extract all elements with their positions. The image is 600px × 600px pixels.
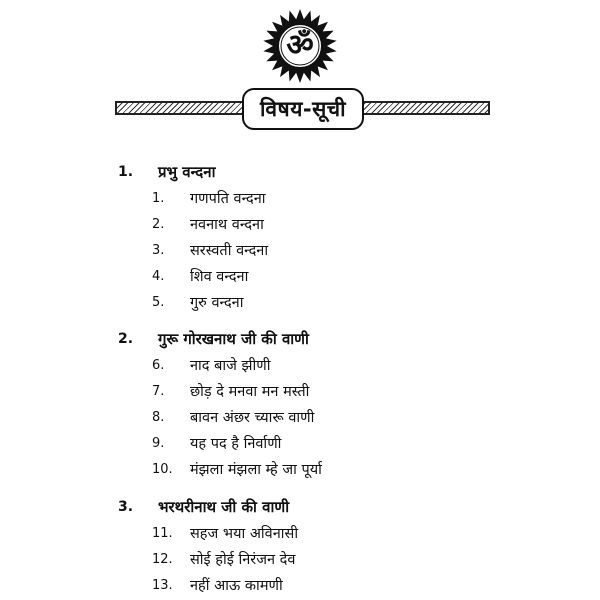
item-text: बावन अंछर च्यारू वाणी: [190, 410, 315, 426]
left-hatched-bar: [115, 101, 247, 115]
item-text: शिव वन्दना: [190, 269, 249, 285]
om-symbol: ॐ: [286, 28, 314, 63]
item-text: छोड़ दे मनवा मन मस्ती: [190, 384, 310, 400]
item-text: सरस्वती वन्दना: [190, 243, 269, 259]
page-title: विषय-सूची: [242, 88, 364, 130]
item-number: 7.: [152, 384, 165, 399]
section-title: प्रभु वन्दना: [158, 163, 216, 181]
item-number: 13.: [152, 578, 173, 593]
section-title: भरथरीनाथ जी की वाणी: [158, 498, 290, 516]
item-text: यह पद है निर्वाणी: [190, 436, 282, 452]
list-item: [0, 265, 600, 289]
item-text: गुरु वन्दना: [190, 295, 244, 311]
list-item: [0, 548, 600, 572]
item-number: 3.: [152, 243, 165, 258]
item-number: 10.: [152, 462, 173, 477]
item-text: सहज भया अविनासी: [190, 526, 299, 542]
title-band: [115, 88, 490, 134]
item-number: 1.: [152, 191, 165, 206]
item-number: 9.: [152, 436, 165, 451]
section-number: 2.: [118, 331, 134, 347]
list-item: [0, 291, 600, 315]
item-text: सोई होई निरंजन देव: [190, 552, 296, 568]
item-number: 11.: [152, 526, 173, 541]
item-number: 4.: [152, 269, 165, 284]
section-heading: [0, 495, 600, 519]
list-item: [0, 213, 600, 237]
item-text: नाद बाजे झीणी: [190, 358, 271, 374]
item-text: गणपति वन्दना: [190, 191, 266, 207]
list-item: [0, 432, 600, 456]
list-item: [0, 522, 600, 546]
list-item: [0, 187, 600, 211]
section-title: गुरू गोरखनाथ जी की वाणी: [158, 330, 309, 348]
om-sun-emblem: [262, 8, 338, 84]
item-text: नहीं आऊ कामणी: [190, 578, 283, 594]
list-item: [0, 406, 600, 430]
item-text: नवनाथ वन्दना: [190, 217, 264, 233]
item-number: 6.: [152, 358, 165, 373]
section-heading: [0, 327, 600, 351]
item-number: 8.: [152, 410, 165, 425]
right-hatched-bar: [358, 101, 490, 115]
list-item: [0, 239, 600, 263]
section-number: 1.: [118, 164, 134, 180]
item-number: 5.: [152, 295, 165, 310]
item-text: मंझला मंझला म्हे जा पूर्या: [190, 462, 322, 478]
list-item: [0, 574, 600, 598]
list-item: [0, 354, 600, 378]
item-number: 2.: [152, 217, 165, 232]
list-item: [0, 458, 600, 482]
section-number: 3.: [118, 499, 134, 515]
list-item: [0, 380, 600, 404]
section-heading: [0, 160, 600, 184]
item-number: 12.: [152, 552, 173, 567]
